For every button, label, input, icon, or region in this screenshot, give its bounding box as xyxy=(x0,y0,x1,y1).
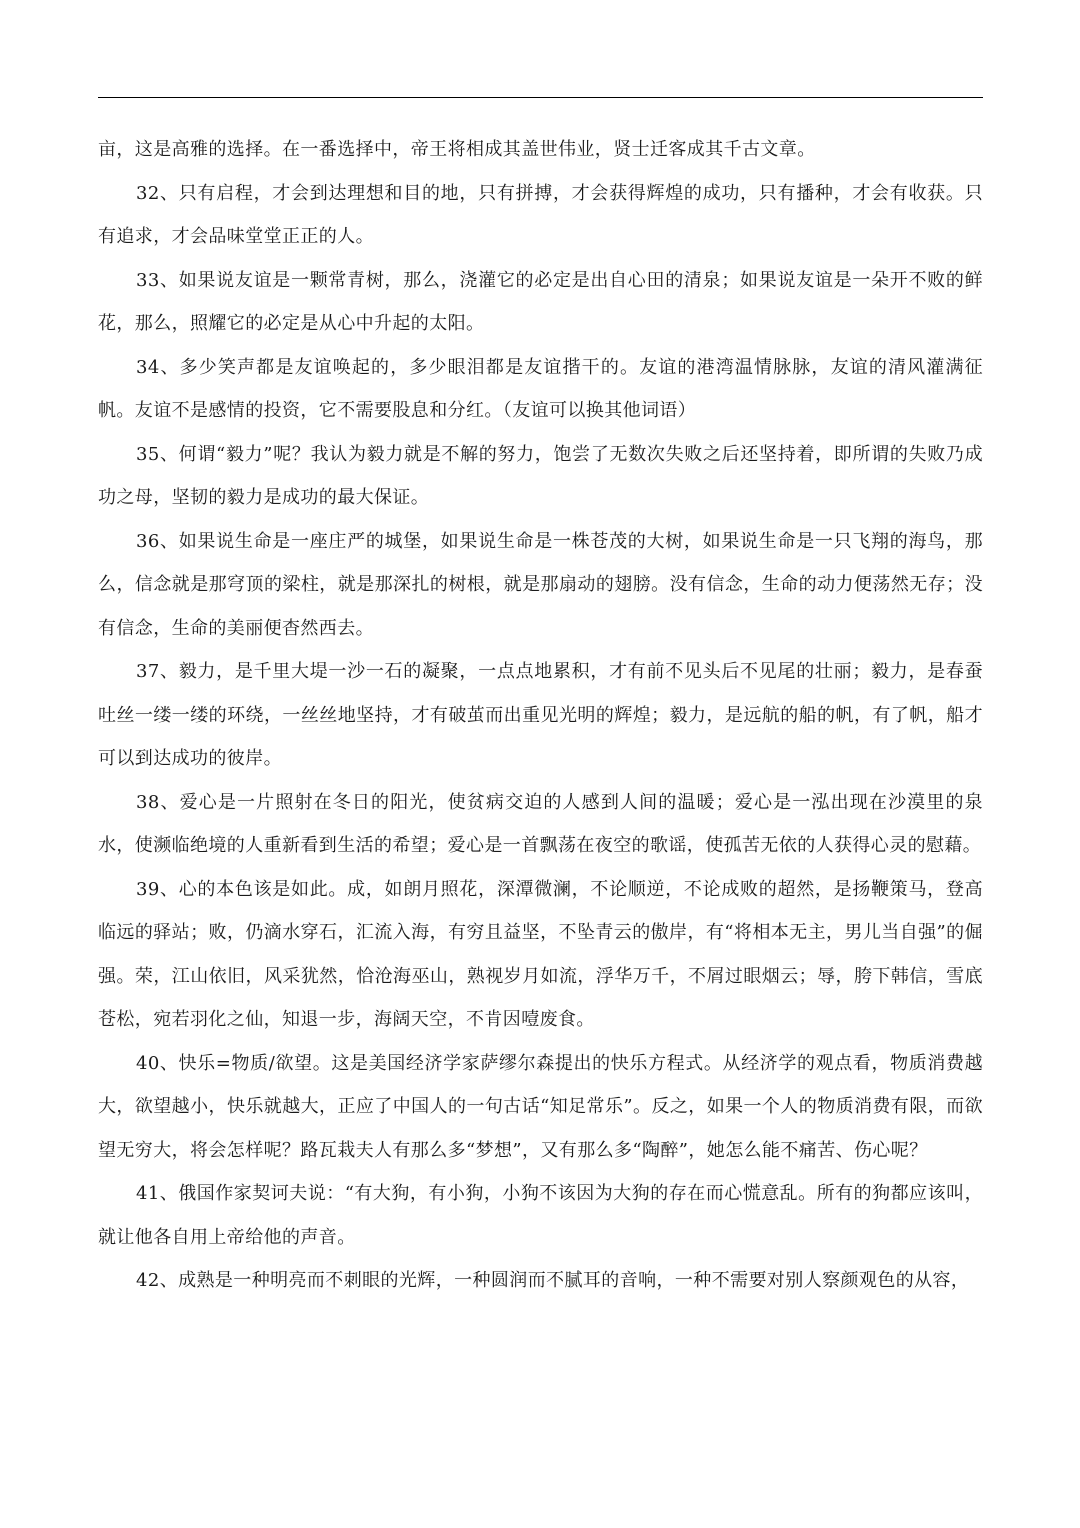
document-body xyxy=(98,128,983,1303)
paragraph-42: 42、成熟是一种明亮而不刺眼的光辉，一种圆润而不腻耳的音响，一种不需要对别人察颜观色的从容， xyxy=(136,1270,970,1291)
paragraph-40: 40、快乐=物质/欲望。这是美国经济学家萨缪尔森提出的快乐方程式。从经济学的观点看，物质消费越大，欲望越小，快乐就越大，正应了中国人的一句古话“知足常乐”。反之，如果一个人的物质消费有限，而欲望无穷大，将会怎样呢？路瓦栽夫人有那么多“梦想”，又有那么多“陶醉”，她怎么能不痛苦、伤心呢？ xyxy=(98,1052,983,1161)
header-rule xyxy=(98,97,983,98)
paragraph-35: 35、何谓“毅力”呢？我认为毅力就是不解的努力，饱尝了无数次失败之后还坚持着，即所谓的失败乃成功之母，坚韧的毅力是成功的最大保证。 xyxy=(98,443,983,508)
paragraph-36: 36、如果说生命是一座庄严的城堡，如果说生命是一株苍茂的大树，如果说生命是一只飞翔的海鸟，那么，信念就是那穹顶的梁柱，就是那深扎的树根，就是那扇动的翅膀。没有信念，生命的动力便荡然无存；没有信念，生命的美丽便杳然西去。 xyxy=(98,530,983,639)
paragraph-37: 37、毅力，是千里大堤一沙一石的凝聚，一点点地累积，才有前不见头后不见尾的壮丽；毅力，是春蚕吐丝一缕一缕的环绕，一丝丝地坚持，才有破茧而出重见光明的辉煌；毅力，是远航的船的帆，有了帆，船才可以到达成功的彼岸。 xyxy=(98,661,983,769)
paragraph-39: 39、心的本色该是如此。成，如朗月照花，深潭微澜，不论顺逆，不论成败的超然，是扬鞭策马，登高临远的驿站；败，仍滴水穿石，汇流入海，有穷且益坚，不坠青云的傲岸，有“将相本无主，男儿当自强”的倔强。荣，江山依旧，风采犹然，恰沧海巫山，熟视岁月如流，浮华万千，不屑过眼烟云；辱，胯下韩信，雪底苍松，宛若羽化之仙，知退一步，海阔天空，不肯因噎废食。 xyxy=(98,878,983,1030)
paragraph-33: 33、如果说友谊是一颗常青树，那么，浇灌它的必定是出自心田的清泉；如果说友谊是一朵开不败的鲜花，那么，照耀它的必定是从心中升起的太阳。 xyxy=(98,269,983,334)
paragraph-38: 38、爱心是一片照射在冬日的阳光，使贫病交迫的人感到人间的温暖；爱心是一泓出现在沙漠里的泉水，使濒临绝境的人重新看到生活的希望；爱心是一首飘荡在夜空的歌谣，使孤苦无依的人获得心灵的慰藉。 xyxy=(98,791,983,856)
paragraph-32: 32、只有启程，才会到达理想和目的地，只有拼搏，才会获得辉煌的成功，只有播种，才会有收获。只有追求，才会品味堂堂正正的人。 xyxy=(98,182,983,247)
paragraph-continuation: 亩，这是高雅的选择。在一番选择中，帝王将相成其盖世伟业，贤士迁客成其千古文章。 xyxy=(98,139,816,160)
paragraph-41: 41、俄国作家契诃夫说：“有大狗，有小狗，小狗不该因为大狗的存在而心慌意乱。所有的狗都应该叫，就让他各自用上帝给他的声音。 xyxy=(98,1183,983,1248)
paragraph-34: 34、多少笑声都是友谊唤起的，多少眼泪都是友谊揩干的。友谊的港湾温情脉脉，友谊的清风灌满征帆。友谊不是感情的投资，它不需要股息和分红。（友谊可以换其他词语） xyxy=(98,356,983,421)
